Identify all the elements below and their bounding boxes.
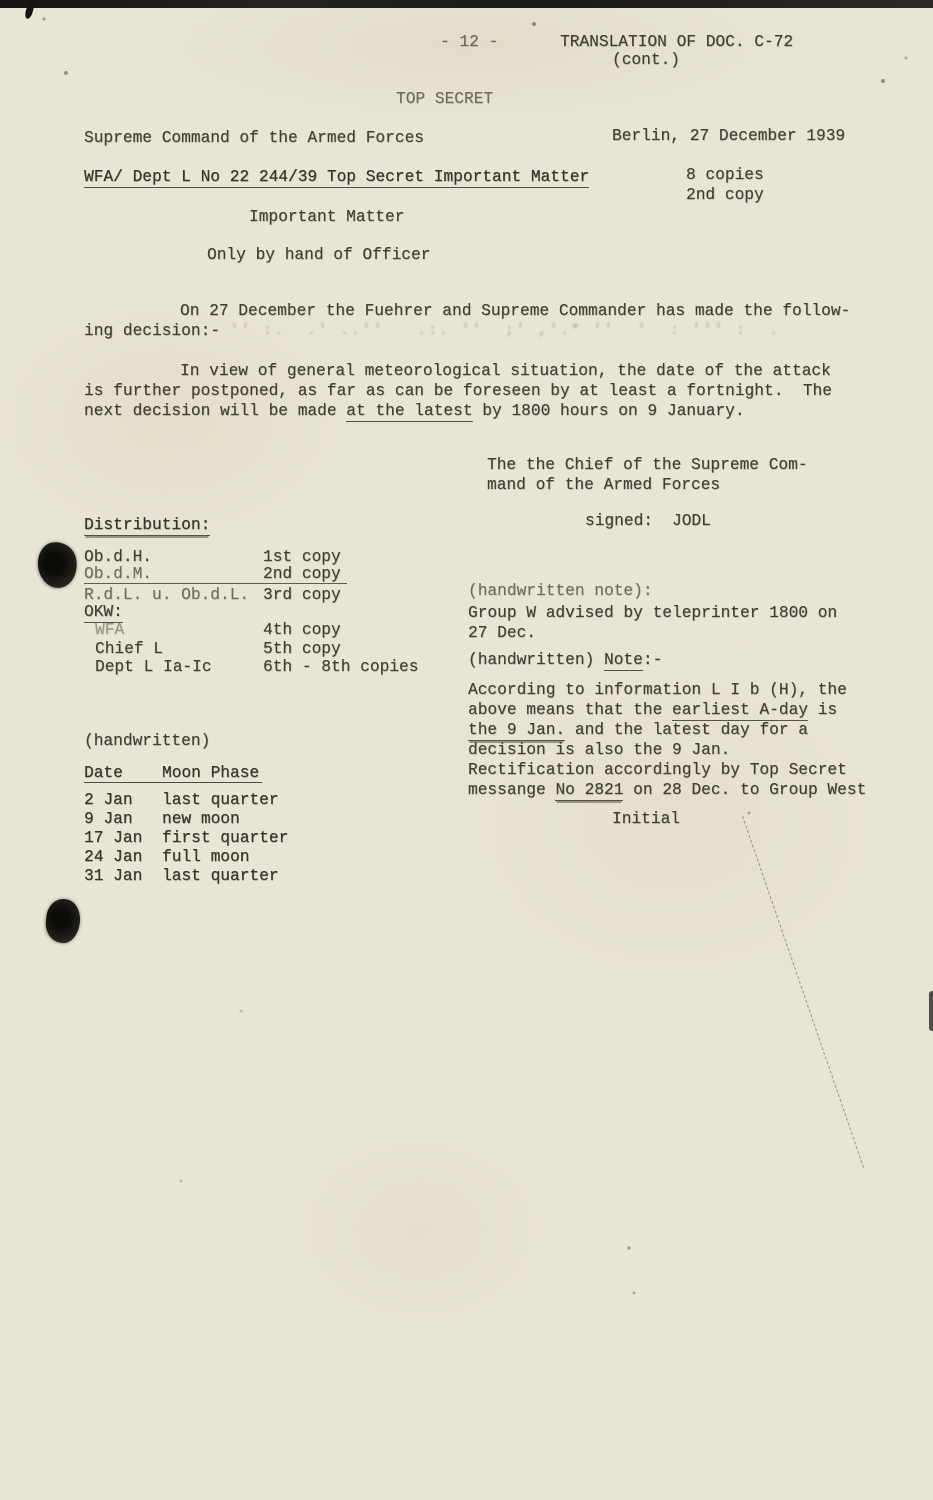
underlined-at-the-latest: at the latest bbox=[346, 402, 473, 420]
signature-title-line1: The the Chief of the Supreme Com- bbox=[487, 456, 808, 474]
paper-specks bbox=[0, 0, 2, 2]
note2-line3-post: and the latest day for a bbox=[565, 721, 809, 739]
moon-table-header bbox=[84, 763, 262, 783]
distribution-row-copy: 6th - 8th copies bbox=[263, 658, 419, 676]
underlined-the-9-jan: the 9 Jan. bbox=[468, 721, 566, 739]
handling-instruction: Only by hand of Officer bbox=[207, 246, 431, 264]
bleed-through-ghost-text: '' :. .' ..'' .:. '' ;' ,'.* '' ' : ''' : . bbox=[230, 322, 781, 339]
subject-line: Important Matter bbox=[249, 208, 405, 226]
paragraph2-line1: In view of general meteorological situation, the date of the attack bbox=[180, 362, 831, 380]
distribution-row-name: R.d.L. u. Ob.d.L. bbox=[84, 586, 250, 604]
signed-label: signed: bbox=[585, 512, 653, 530]
moon-row-date: 9 Jan bbox=[84, 810, 133, 828]
dateline: Berlin, 27 December 1939 bbox=[612, 127, 846, 145]
underlined-earliest-a-day: earliest A-day bbox=[672, 701, 808, 719]
handwritten-note1-line2: 27 Dec. bbox=[468, 624, 536, 642]
signature-title-line2: mand of the Armed Forces bbox=[487, 476, 721, 494]
moon-row-date: 17 Jan bbox=[84, 829, 143, 847]
note2-line2-post: is bbox=[808, 701, 838, 719]
diagonal-crease-line bbox=[742, 816, 864, 1168]
note2-line6-pre: messange bbox=[468, 781, 556, 799]
note2-line4: decision is also the 9 Jan. bbox=[468, 741, 731, 759]
reference-line: WFA/ Dept L No 22 244/39 Top Secret Important Matter bbox=[84, 168, 590, 186]
note2-line6 bbox=[468, 780, 866, 800]
paragraph1-line2: ing decision:- bbox=[84, 322, 220, 340]
translation-cont: (cont.) bbox=[612, 51, 680, 69]
distribution-row-copy: 4th copy bbox=[263, 621, 341, 639]
copies-count: 8 copies bbox=[686, 166, 764, 184]
distribution-row-copy: 3rd copy bbox=[263, 586, 341, 604]
scan-edge-sliver bbox=[929, 991, 933, 1031]
moon-row-date: 31 Jan bbox=[84, 867, 143, 885]
distribution-row-name: OKW: bbox=[84, 603, 123, 621]
note2-label-pre: (handwritten) bbox=[468, 651, 604, 669]
distribution-row-copy: 1st copy bbox=[263, 548, 341, 566]
paragraph2-line3 bbox=[84, 401, 745, 421]
distribution-row-name: WFA bbox=[95, 621, 125, 639]
note2-line2-pre: above means that the bbox=[468, 701, 672, 719]
paragraph2-line3-pre: next decision will be made bbox=[84, 402, 347, 420]
classification-stamp: TOP SECRET bbox=[396, 90, 494, 108]
moon-row-date: 2 Jan bbox=[84, 791, 133, 809]
punch-hole-ink-blot-bottom bbox=[44, 897, 82, 944]
note2-line6-post: on 28 Dec. to Group West bbox=[623, 781, 867, 799]
copy-number: 2nd copy bbox=[686, 186, 764, 204]
paragraph2-line2: is further postponed, as far as can be foreseen by at least a fortnight. The bbox=[84, 382, 832, 400]
moon-table-label: (handwritten) bbox=[84, 732, 211, 750]
distribution-title: Distribution: bbox=[84, 516, 211, 534]
distribution-row-copy: 2nd copy bbox=[263, 565, 341, 583]
scan-edge-strip bbox=[0, 0, 933, 8]
note2-line1: According to information L I b (H), the bbox=[468, 681, 847, 699]
distribution-row-name: Ob.d.M. bbox=[84, 565, 152, 583]
signed-name: JODL bbox=[672, 512, 711, 530]
note2-line3 bbox=[468, 720, 808, 740]
moon-table-col-date: Date bbox=[84, 764, 123, 782]
note2-line5: Rectification accordingly by Top Secret bbox=[468, 761, 847, 779]
page-number: - 12 - bbox=[440, 33, 499, 51]
moon-row-phase: last quarter bbox=[162, 791, 279, 809]
moon-row-phase: new moon bbox=[162, 810, 240, 828]
underlined-note-word: Note bbox=[604, 651, 643, 669]
distribution-row-name: Ob.d.H. bbox=[84, 548, 152, 566]
moon-row-phase: first quarter bbox=[162, 829, 289, 847]
translation-title: TRANSLATION OF DOC. C-72 bbox=[560, 33, 794, 51]
paragraph1-line1: On 27 December the Fuehrer and Supreme Commander has made the follow- bbox=[180, 302, 851, 320]
distribution-row-copy: 5th copy bbox=[263, 640, 341, 658]
paragraph2-line3-post: by 1800 hours on 9 January. bbox=[472, 402, 745, 420]
distribution-separator-rule bbox=[84, 583, 347, 584]
underlined-no-2821: No 2821 bbox=[555, 781, 624, 799]
distribution-row-name: Dept L Ia-Ic bbox=[95, 658, 212, 676]
initial-label: Initial bbox=[612, 810, 680, 828]
distribution-row-name: Chief L bbox=[95, 640, 163, 658]
handwritten-note1-label: (handwritten note): bbox=[468, 582, 653, 600]
moon-row-phase: last quarter bbox=[162, 867, 279, 885]
note2-label-post: :- bbox=[642, 651, 663, 669]
punch-hole-ink-blot-top bbox=[34, 539, 80, 591]
moon-row-date: 24 Jan bbox=[84, 848, 143, 866]
handwritten-note1-line1: Group W advised by teleprinter 1800 on bbox=[468, 604, 838, 622]
moon-table-col-phase: Moon Phase bbox=[162, 764, 260, 782]
moon-row-phase: full moon bbox=[162, 848, 250, 866]
handwritten-note2-label bbox=[468, 650, 662, 670]
note2-line2 bbox=[468, 700, 837, 720]
issuing-organization: Supreme Command of the Armed Forces bbox=[84, 129, 424, 147]
